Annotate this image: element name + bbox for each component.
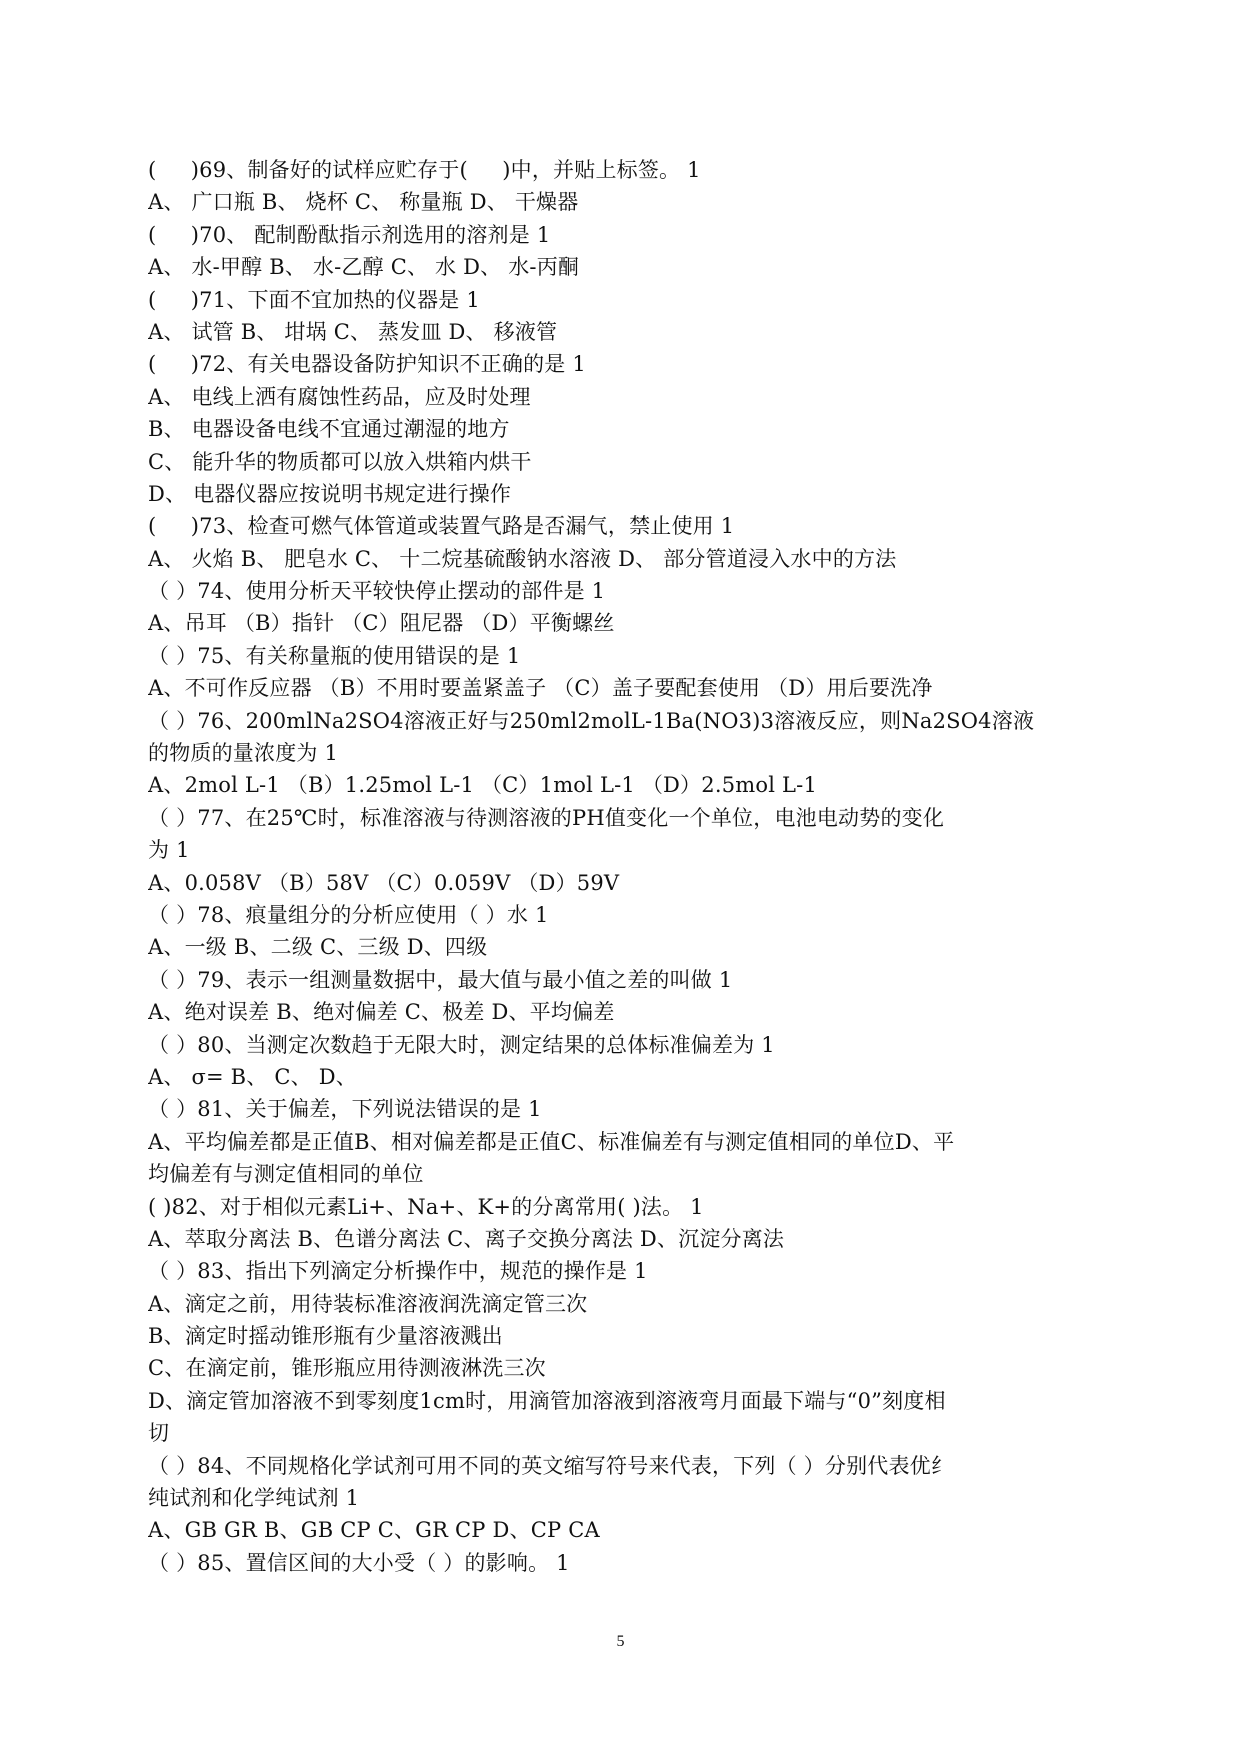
text-line: C、 能升华的物质都可以放入烘箱内烘干	[148, 449, 532, 474]
text-line: （ ）77、在25℃时，标准溶液与待测溶液的PH值变化一个单位，电池电动势的变化	[148, 805, 945, 830]
text-line: 的物质的量浓度为 1	[148, 741, 339, 766]
text-line: A、 电线上洒有腐蚀性药品，应及时处理	[148, 384, 531, 409]
text-line: B、 电器设备电线不宜通过潮湿的地方	[148, 417, 510, 442]
text-line: 纯试剂和化学纯试剂 1	[148, 1486, 360, 1511]
text-line: ( )71、下面不宜加热的仪器是 1	[148, 287, 480, 312]
text-line: A、吊耳 （B）指针 （C）阻尼器 （D）平衡螺丝	[148, 611, 615, 636]
text-line: A、滴定之前，用待装标准溶液润洗滴定管三次	[148, 1291, 588, 1316]
text-line: 为 1	[148, 838, 190, 863]
text-line: A、一级 B、二级 C、三级 D、四级	[148, 935, 488, 960]
text-line: A、 试管 B、 坩埚 C、 蒸发皿 D、 移液管	[148, 319, 558, 344]
text-line: （ ）75、有关称量瓶的使用错误的是 1	[148, 643, 521, 668]
text-line: A、平均偏差都是正值B、相对偏差都是正值C、标准偏差有与测定值相同的单位D、平	[148, 1129, 955, 1154]
text-line: （ ）79、表示一组测量数据中，最大值与最小值之差的叫做 1	[148, 967, 733, 992]
page-number: 5	[616, 1633, 625, 1650]
text-line: B、滴定时摇动锥形瓶有少量溶液溅出	[148, 1324, 503, 1349]
text-line: （ ）85、置信区间的大小受（ ）的影响。 1	[148, 1550, 570, 1575]
text-line: 均偏差有与测定值相同的单位	[148, 1162, 424, 1187]
text-line: A、0.058V （B）58V （C）0.059V （D）59V	[148, 870, 620, 895]
text-line: 切	[148, 1421, 170, 1446]
document-body	[148, 154, 1098, 1579]
text-line: D、 电器仪器应按说明书规定进行操作	[148, 481, 512, 506]
text-line: A、绝对误差 B、绝对偏差 C、极差 D、平均偏差	[148, 1000, 615, 1025]
text-line: ( )73、检查可燃气体管道或装置气路是否漏气，禁止使用 1	[148, 514, 735, 539]
text-line: A、GB GR B、GB CP C、GR CP D、CP CA	[148, 1518, 600, 1543]
text-line: （ ）76、200mlNa2SO4溶液正好与250ml2molL-1Ba(NO3)3溶液反应，则Na2SO4溶液	[148, 708, 1035, 733]
text-line: （ ）80、当测定次数趋于无限大时，测定结果的总体标准偏差为 1	[148, 1032, 775, 1057]
text-line: ( )70、 配制酚酞指示剂选用的溶剂是 1	[148, 222, 551, 247]
text-line: D、滴定管加溶液不到零刻度1cm时，用滴管加溶液到溶液弯月面最下端与“0”刻度相	[148, 1388, 946, 1413]
text-line: A、萃取分离法 B、色谱分离法 C、离子交换分离法 D、沉淀分离法	[148, 1226, 785, 1251]
text-line: ( )82、对于相似元素Li+、Na+、K+的分离常用( )法。 1	[148, 1194, 704, 1219]
text-line: （ ）84、不同规格化学试剂可用不同的英文缩写符号来代表，下列（ ）分别代表优纟	[148, 1453, 953, 1478]
text-line: A、 水-甲醇 B、 水-乙醇 C、 水 D、 水-丙酮	[148, 255, 580, 280]
text-line: A、不可作反应器 （B）不用时要盖紧盖子 （C）盖子要配套使用 （D）用后要洗净	[148, 676, 933, 701]
text-line: A、 火焰 B、 肥皂水 C、 十二烷基硫酸钠水溶液 D、 部分管道浸入水中的方法	[148, 546, 897, 571]
text-line: C、在滴定前，锥形瓶应用待测液淋洗三次	[148, 1356, 546, 1381]
text-line: （ ）81、关于偏差，下列说法错误的是 1	[148, 1097, 542, 1122]
text-line: （ ）78、痕量组分的分析应使用（ ）水 1	[148, 902, 549, 927]
text-line: ( )69、制备好的试样应贮存于( )中，并贴上标签。 1	[148, 158, 701, 182]
text-line: A、2mol L-1 （B）1.25mol L-1 （C）1mol L-1 （D）2.5mol L-1	[148, 773, 818, 798]
text-line: （ ）74、使用分析天平较快停止摆动的部件是 1	[148, 579, 606, 604]
text-line: ( )72、有关电器设备防护知识不正确的是 1	[148, 352, 586, 377]
text-line: （ ）83、指出下列滴定分析操作中，规范的操作是 1	[148, 1259, 648, 1284]
text-line: A、 σ= B、 C、 D、	[148, 1064, 357, 1089]
text-line: A、 广口瓶 B、 烧杯 C、 称量瓶 D、 干燥器	[148, 190, 579, 215]
